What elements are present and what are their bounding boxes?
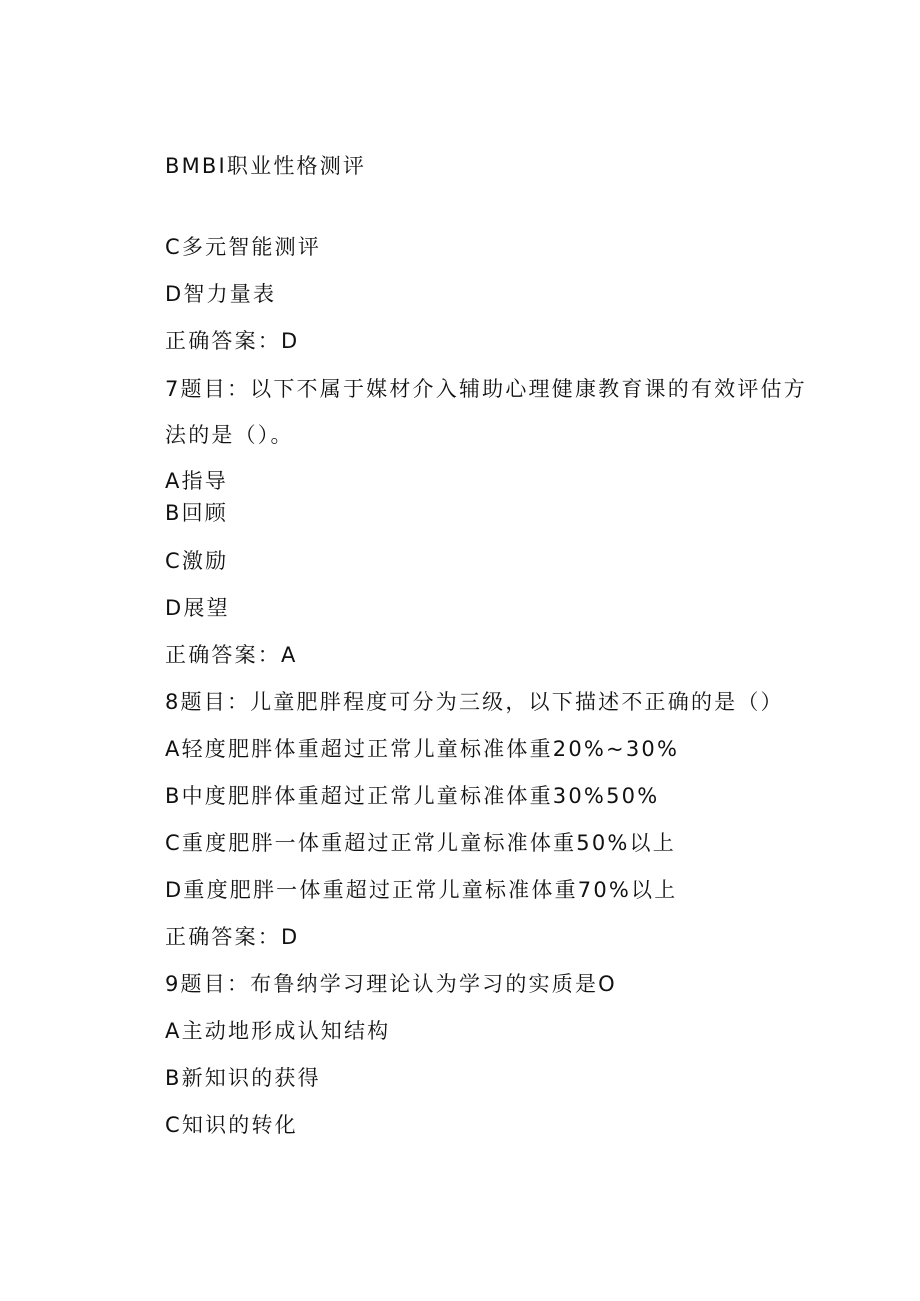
- option-a-q8: A轻度肥胖体重超过正常儿童标准体重20%~30%: [165, 737, 680, 761]
- option-b-q7: B回顾: [165, 501, 229, 525]
- option-b-q9: B新知识的获得: [165, 1066, 321, 1090]
- option-a-q7: A指导: [165, 469, 228, 493]
- option-a-q9: A主动地形成认知结构: [165, 1019, 391, 1043]
- option-c-q7: C激励: [165, 549, 229, 573]
- option-d-q6: D智力量表: [165, 282, 277, 306]
- option-c-q9: C知识的转化: [165, 1113, 298, 1137]
- answer-q8: 正确答案：D: [165, 925, 300, 949]
- answer-q7: 正确答案：A: [165, 643, 298, 667]
- question-8: 8题目：儿童肥胖程度可分为三级，以下描述不正确的是（）: [165, 690, 784, 714]
- question-7-line-2: 法的是（）。: [165, 423, 294, 447]
- option-c-q8: C重度肥胖一体重超过正常儿童标准体重50%以上: [165, 831, 676, 855]
- question-9: 9题目：布鲁纳学习理论认为学习的实质是O: [165, 972, 617, 996]
- question-7-line-1: 7题目：以下不属于媒材介入辅助心理健康教育课的有效评估方: [165, 377, 807, 401]
- option-b-q8: B中度肥胖体重超过正常儿童标准体重30%50%: [165, 784, 660, 808]
- option-b-q6: BMBI职业性格测评: [165, 154, 367, 178]
- option-c-q6: C多元智能测评: [165, 235, 322, 259]
- answer-q6: 正确答案：D: [165, 329, 300, 353]
- option-d-q8: D重度肥胖一体重超过正常儿童标准体重70%以上: [165, 878, 678, 902]
- option-d-q7: D展望: [165, 596, 230, 620]
